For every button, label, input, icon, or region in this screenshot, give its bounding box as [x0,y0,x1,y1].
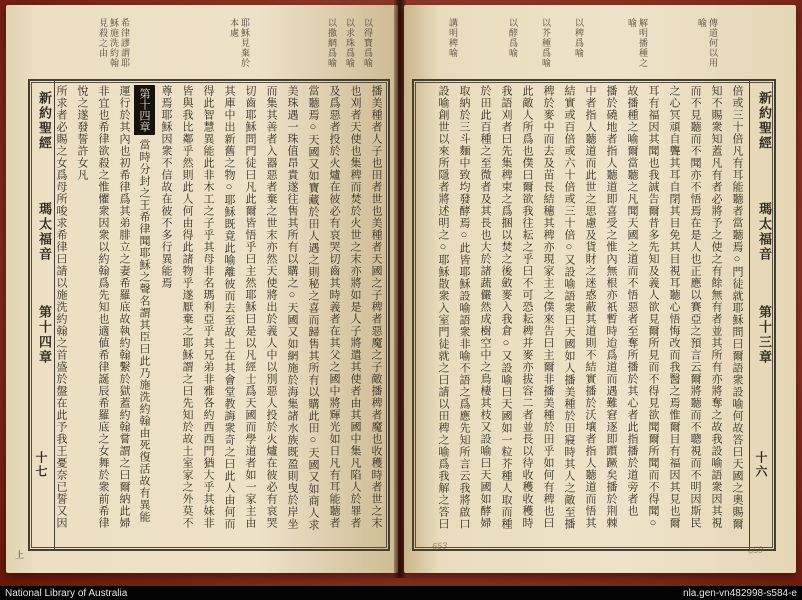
book-title: 新約聖經 [757,91,772,151]
text-column: 而集其善者入器惡者棄之世末亦然天使將出於義人中以別惡人投於火爐在彼必有哀哭 [265,85,277,529]
book-title: 新約聖經 [37,91,52,151]
margin-note-pearl-parable: 以求珠爲喻 [345,18,355,68]
margin-note-tares-explained: 講明稗喻 [448,18,458,58]
margin-note-why-parables: 傳道何以用喻 [697,18,718,68]
margin-note-net-parable: 以撒網爲喻 [327,18,337,68]
chapter-title: 第十三章 [757,305,772,365]
pencil-mark-right: 659 [747,544,764,556]
text-column: 運行於其內也初希律爲其弟腓立之妻希羅底故執約翰繫於獄蓋約翰嘗謂之曰爾納此婦 [118,85,130,529]
left-page-text-block [55,81,388,549]
chapter-start-text: 當時分封之王希律聞耶穌之聲名謂其臣曰此乃施洗約翰由死復活故有異能 [138,139,150,523]
right-page [404,5,796,573]
catalog-id: nla.gen-vn482998-s584-e [683,587,797,599]
right-page-number: 十六 [754,451,768,479]
margin-note-tares-parable: 以稗爲喻 [574,18,584,58]
text-column: 知不賜衆知蓋凡有者必將予之使之有餘無有者並其所有亦將奪之故我設喻語衆因其視 [710,85,722,529]
right-page-frame [412,79,776,551]
text-column: 故播種之喻爾當聽之凡聞天國之道而不悟惡者至奪所播於其心者此指播於道旁者也 [626,85,638,517]
pencil-mark-left: 653 [431,540,448,552]
library-label: National Library of Australia [5,587,128,599]
margin-note-mustard-seed-parable: 以芥種爲喻 [541,18,551,68]
gospel-title: 瑪太福音 [37,202,52,262]
volume-mark: 上 [15,550,25,560]
margin-note-treasure-parable: 以得寶爲喻 [363,18,373,68]
text-column: 設喻創世以來所隱者將述明之○耶穌散衆入室門徒就之曰請以田稗之喻爲我解之答曰 [437,85,449,530]
text-column: 皆與我比鄰乎然則此人何由得此諸物乎遂厭棄之耶穌謂之曰先知於故土室家之外莫不 [181,85,193,529]
text-column: 之心冥頑自聾其耳自閉其目免其目視耳聽心悟悔改而我醫之焉惟爾目有福因其見也爾 [668,85,680,529]
chapter-title: 第十四章 [37,305,52,365]
text-column: 當聽焉○天國又如寶藏於田人遇之則秘之喜而歸售其所有以購此田○天國又如商人求 [307,85,319,531]
text-column: 尊焉耶穌因衆不信故在彼不多行異能焉 [160,85,172,289]
left-page-frame [28,79,390,551]
chapter-marker-box: 第十四章 [134,85,155,135]
text-column: 播美種者人子也田者世也美種者天國之子稗者惡魔之子敵播稗者魔也收穫時者世之末 [370,85,382,529]
text-column: 非宜也希律欲殺之惟懼衆因衆以約翰爲先知也適値希律誕辰希羅底之女舞於衆前希律 [97,85,109,529]
left-page [6,5,398,573]
margin-note-sower-explained: 解明播種之喻 [627,18,648,68]
text-column: 美珠遇一珠值昂貴遂往售其所有以購之○天國又如網施於海集諸水族既盈則曳於岸坐 [286,85,298,530]
margin-note-rejected-at-home: 耶穌見棄於本處 [229,18,250,68]
text-column: 於田此百種之至微者及其長也大於諸蔬儼然成樹空中之鳥棲其枝又設喻曰天國如酵婦 [479,85,491,529]
text-column: 耳有福因其聞也我誠告爾昔多先知及義人欲見爾所見而不得見欲聞爾所聞而不得聞○ [647,85,659,530]
text-column: 所求者必賜之女爲母所唆求希律曰請以施洗約翰之首盛於盤在此予我王憂奈已誓又因 [55,85,67,529]
text-column: 結實或百倍或六十倍或三十倍○又設喻語衆曰天國如人播美種於田寢時其人之敵至播 [563,85,575,530]
text-column: 及爲惡者投於火爐在彼必有哀哭切齒其時義者在其父之國中將輝光如日凡有耳能聽者 [328,85,340,529]
text-column: 取納於三斗麵中致均發酵焉○此皆耶穌設喻語衆非喻不語之爲應先知所言云我將啟口 [458,85,470,530]
gospel-title: 瑪太福音 [757,202,772,262]
margin-note-leaven-parable: 以酵爲喻 [508,18,518,58]
right-page-title-column [749,81,774,549]
text-column: 切齒耶穌問門徒曰凡此爾皆悟乎曰主然耶穌曰是以凡經士爲天國而學道者如一家主由 [244,85,256,529]
text-column: 得此智慧異能此非木工之子乎其母非名瑪利亞乎其兄弟非雅各約西西門猶大乎其妹非 [202,85,214,529]
margin-note-herod-john: 希律謬謂耶穌施洗約翰見殺之由 [98,18,130,68]
footer-bar [0,586,802,600]
text-column: 其庫中出新舊之物○耶穌既竟此喻離彼而去至故土在其會堂教誨衆奇之曰此人由何而 [223,85,235,530]
text-column: 也刈者天使也集稗而焚於火世之末亦將如是人子將遣其使者由其國中集凡陷人於罪者 [349,85,361,529]
text-column: 倍或三十倍凡有耳能聽者當聽焉○門徒就耶穌問曰爾語衆設喻何故答曰天國之奧賜爾 [731,85,743,530]
text-column-chapter-start [134,85,155,545]
text-column: 稗於麥中而去及苗長結穗其稗亦現家主之僕來告曰主爾非播美種於田乎如何有稗也曰 [542,85,554,529]
left-page-title-column [30,81,55,549]
text-column: 我語刈者曰先集稗束之爲捆以焚之後斂麥入我倉○又設喻曰天國如一粒芥種人取而種 [500,85,512,530]
text-column: 而不見聽而不聞亦不悟焉在是人也正應以賽亞之預言云爾將聽而不聰視而不明因斯民 [689,85,701,529]
text-column: 悅之遂發誓許女凡 [76,85,88,181]
left-page-number: 十七 [34,451,48,479]
right-page-text-block [414,81,749,552]
text-column: 此敵人所爲也僕曰爾欲我往耘之乎曰不可恐耘稗并麥亦拔容二者並長以待收穫收穫時 [521,85,533,529]
text-column: 播於磽地者指人聽道即喜受之惟內無根亦祇暫時迨爲道而遇難窘逐即躓蹶矣播於荆棘 [605,85,617,529]
text-column: 中者指人聽道而此世之思慮及貨財之迷惑蔽其道則不結實播於沃壤者指人聽道而悟其 [584,85,596,529]
